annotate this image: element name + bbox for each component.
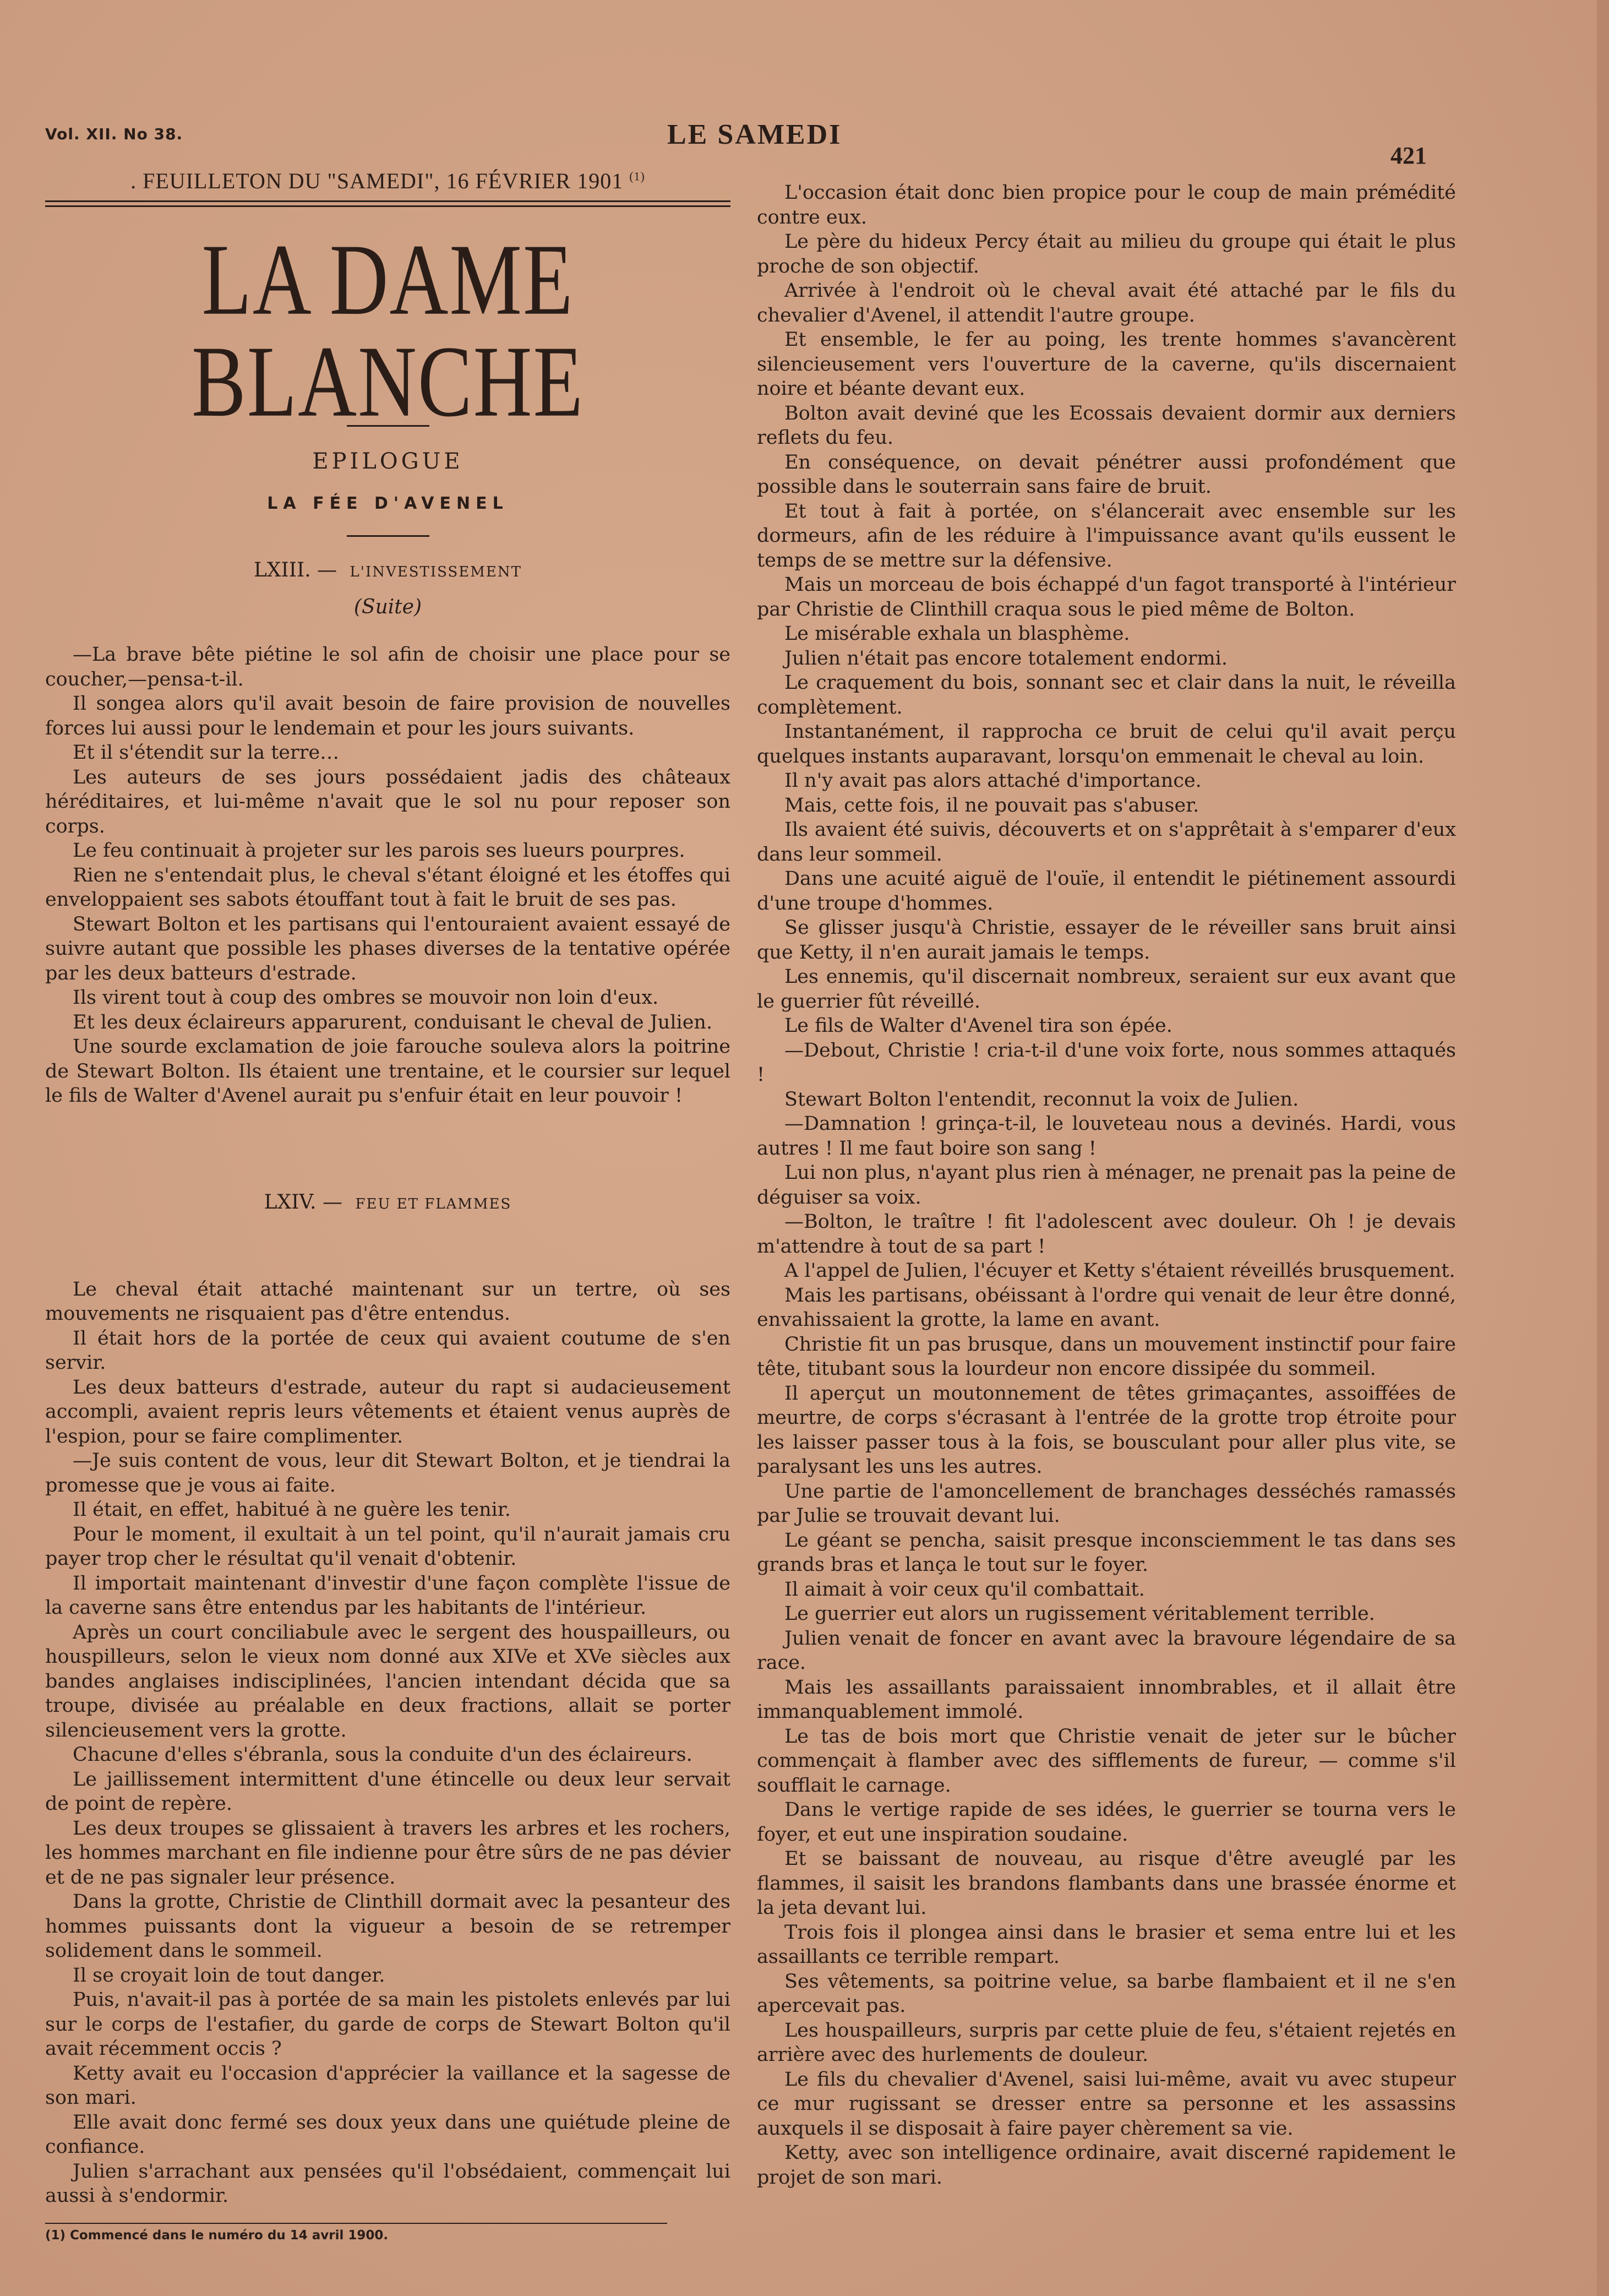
paragraph: —Je suis content de vous, leur dit Stewart Bolton, et je tiendrai la promesse que je vous ai faite. (45, 1450, 730, 1497)
paragraph: Et il s'étendit sur la terre… (73, 742, 340, 764)
chapter-heading-63 (45, 559, 730, 581)
chapter-63-text (45, 643, 730, 1108)
paragraph: Lui non plus, n'ayant plus rien à ménager, ne prenait pas la peine de déguiser sa voix. (757, 1162, 1456, 1209)
paragraph: Dans la grotte, Christie de Clinthill dormait avec la pesanteur des hommes puissants dont la vigueur a besoin de se retremper solidement dans le sommeil. (45, 1891, 730, 1962)
paragraph: Dans une acuité aiguë de l'ouïe, il entendit le piétinement assourdi d'une troupe d'hommes. (757, 868, 1456, 915)
volume-info: Vol. XII. No 38. (45, 125, 183, 143)
paragraph: Ils avaient été suivis, découverts et on s'apprêtait à s'emparer d'eux dans leur sommeil. (757, 819, 1456, 866)
paragraph: Il se croyait loin de tout danger. (73, 1964, 385, 1987)
divider (347, 535, 429, 537)
page-header (45, 118, 1432, 169)
chapter-number: LXIV. (264, 1190, 317, 1214)
chapter-64-text (45, 1277, 730, 2208)
paragraph: Une partie de l'amoncellement de branchages desséchés ramassés par Julie se trouvait devant lui. (757, 1480, 1456, 1527)
paragraph: —Bolton, le traître ! fit l'adolescent avec douleur. Oh ! je devais m'attendre à tout de sa part ! (757, 1211, 1456, 1258)
paragraph: Stewart Bolton l'entendit, reconnut la voix de Julien. (784, 1088, 1299, 1111)
paragraph: Il aimait à voir ceux qu'il combattait. (784, 1578, 1145, 1601)
paragraph: Les ennemis, qu'il discernait nombreux, seraient sur eux avant que le guerrier fût réveillé. (757, 966, 1456, 1013)
chapter-heading-64 (45, 1191, 730, 1214)
epilogue-heading: EPILOGUE (312, 449, 463, 474)
feuilleton-line (45, 168, 730, 202)
paragraph: Christie fit un pas brusque, dans un mouvement instinctif pour faire tête, titubant sous la lourdeur non encore dissipée du sommeil. (757, 1333, 1456, 1380)
paragraph: Et se baissant de nouveau, au risque d'être aveuglé par les flammes, il saisit les brandons flambants dans une brassée énorme et la jeta devant lui. (757, 1848, 1456, 1919)
paragraph: Chacune d'elles s'ébranla, sous la conduite d'un des éclaireurs. (73, 1744, 692, 1766)
paragraph: Les auteurs de ses jours possédaient jadis des châteaux héréditaires, et lui-même n'avait que le sol nu pour reposer son corps. (45, 766, 730, 837)
paragraph: Julien n'était pas encore totalement endormi. (784, 647, 1228, 670)
paragraph: Il aperçut un moutonnement de têtes grimaçantes, assoiffées de meurtre, de corps s'écrasant à l'entrée de la grotte trop étroite pour les laisser passer tous à la fois, se bousculant pour aller plus vite, se paralysant les uns les autres. (757, 1382, 1456, 1478)
paragraph: Le tas de bois mort que Christie venait de jeter sur le bûcher commençait à flamber avec des sifflements de fureur, — comme s'il soufflait le carnage. (757, 1725, 1456, 1797)
paragraph: Il songea alors qu'il avait besoin de faire provision de nouvelles forces lui aussi pour le lendemain et pour les jours suivants. (45, 693, 730, 739)
chapter-name: L'INVESTISSEMENT (350, 564, 522, 580)
chapter-name: FEU ET FLAMMES (355, 1195, 512, 1212)
paragraph: Pour le moment, il exultait à un tel point, qu'il n'aurait jamais cru payer trop cher le résultat qu'il venait d'obtenir. (45, 1523, 730, 1570)
paragraph: Il importait maintenant d'investir d'une façon complète l'issue de la caverne sans être entendus par les habitants de l'intérieur. (45, 1572, 730, 1619)
masthead: LE SAMEDI (667, 119, 842, 150)
paragraph: Instantanément, il rapprocha ce bruit de celui qu'il avait perçu quelques instants auparavant, lorsqu'on emmenait le cheval au loin. (757, 721, 1456, 768)
paragraph: Ses vêtements, sa poitrine velue, sa barbe flambaient et il ne s'en apercevait pas. (757, 1970, 1456, 2017)
page-edge (1597, 0, 1609, 2296)
paragraph: Mais les assaillants paraissaient innombrables, et il allait être immanquablement immolé. (757, 1676, 1456, 1723)
paragraph: Une sourde exclamation de joie farouche souleva alors la poitrine de Stewart Bolton. Ils étaient une trentaine, et le coursier sur lequel le fils de Walter d'Avenel aurait pu s'enfuir était en leur pouvoir ! (45, 1036, 730, 1107)
paragraph: Le père du hideux Percy était au milieu du groupe qui était le plus proche de son objectif. (757, 231, 1456, 278)
paragraph: Ketty avait eu l'occasion d'apprécier la vaillance et la sagesse de son mari. (45, 2062, 730, 2109)
paragraph: Les deux batteurs d'estrade, auteur du rapt si audacieusement accompli, avaient repris leurs vêtements et étaient venus auprès de l'espion, pour se faire complimenter. (45, 1376, 730, 1448)
paragraph: Puis, n'avait-il pas à portée de sa main les pistolets enlevés par lui sur le corps de l'estafier, du garde de corps de Stewart Bolton qu'il avait récemment occis ? (45, 1989, 730, 2060)
paragraph: Mais, cette fois, il ne pouvait pas s'abuser. (784, 794, 1199, 817)
paragraph: Elle avait donc fermé ses doux yeux dans une quiétude pleine de confiance. (45, 2111, 730, 2158)
footnote: (1) Commencé dans le numéro du 14 avril 1900. (45, 2228, 389, 2243)
paragraph: En conséquence, on devait pénétrer aussi profondément que possible dans le souterrain sans faire de bruit. (757, 451, 1456, 498)
paragraph: Le fils du chevalier d'Avenel, saisi lui-même, avait vu avec stupeur ce mur rugissant se dresser entre sa personne et les assassins auxquels il se disposait à faire payer chèrement sa vie. (757, 2068, 1456, 2140)
suite-label: (Suite) (353, 596, 422, 618)
paragraph: Le géant se pencha, saisit presque inconsciemment le tas dans ses grands bras et lança le tout sur le foyer. (757, 1529, 1456, 1576)
paragraph: Le misérable exhala un blasphème. (784, 623, 1130, 645)
paragraph: Le craquement du bois, sonnant sec et clair dans la nuit, le réveilla complètement. (757, 672, 1456, 719)
paragraph: Trois fois il plongea ainsi dans le brasier et sema entre lui et les assaillants ce terrible rempart. (757, 1921, 1456, 1968)
paragraph: Julien s'arrachant aux pensées qu'il l'obsédaient, commençait lui aussi à s'endormir. (45, 2160, 730, 2207)
paragraph: Rien ne s'entendait plus, le cheval s'étant éloigné et les étoffes qui enveloppaient ses sabots étouffant tout à fait le bruit de ses pas. (45, 864, 730, 911)
paragraph: Il était hors de la portée de ceux qui avaient coutume de s'en servir. (45, 1327, 730, 1374)
paragraph: Les houspailleurs, surpris par cette pluie de feu, s'étaient rejetés en arrière avec des hurlements de douleur. (757, 2019, 1456, 2066)
right-column (757, 181, 1456, 2190)
paragraph: Et tout à fait à portée, on s'élancerait avec ensemble sur les dormeurs, afin de les réduire à l'impuissance avant qu'ils eussent le temps de se mettre sur la défensive. (757, 500, 1456, 572)
paragraph: Ketty, avec son intelligence ordinaire, avait discerné rapidement le projet de son mari. (757, 2142, 1456, 2189)
paragraph: Bolton avait deviné que les Ecossais devaient dormir aux derniers reflets du feu. (757, 402, 1456, 449)
paragraph: Se glisser jusqu'à Christie, essayer de le réveiller sans bruit ainsi que Ketty, il n'en aurait jamais le temps. (757, 917, 1456, 964)
left-column (45, 168, 730, 2243)
paragraph: —La brave bête piétine le sol afin de choisir une place pour se coucher,—pensa-t-il. (45, 644, 730, 690)
right-column-text (757, 181, 1456, 2190)
part-subtitle: LA FÉE D'AVENEL (267, 494, 509, 513)
chapter-dash: — (316, 1190, 349, 1214)
paragraph: Arrivée à l'endroit où le cheval avait été attaché par le fils du chevalier d'Avenel, il attendit l'autre groupe. (757, 280, 1456, 327)
paragraph: L'occasion était donc bien propice pour le coup de main prémédité contre eux. (757, 182, 1456, 228)
feuilleton-text: . FEUILLETON DU "SAMEDI", 16 FÉVRIER 1901 (130, 168, 624, 193)
paragraph: Mais les partisans, obéissant à l'ordre qui venait de leur être donné, envahissaient la grotte, la lame en avant. (757, 1284, 1456, 1331)
footnote-marker: (1) (629, 169, 645, 183)
story-title: LA DAME BLANCHE (192, 224, 584, 438)
paragraph: Dans le vertige rapide de ses idées, le guerrier se tourna vers le foyer, et eut une inspiration soudaine. (757, 1799, 1456, 1846)
chapter-dash: — (310, 559, 343, 581)
paragraph: —Damnation ! grinça-t-il, le louveteau nous a devinés. Hardi, vous autres ! Il me faut boire son sang ! (757, 1113, 1456, 1160)
paragraph: Stewart Bolton et les partisans qui l'entouraient avaient essayé de suivre autant que possible les phases diverses de la tentative opérée par les deux batteurs d'estrade. (45, 913, 730, 984)
paragraph: Julien venait de foncer en avant avec la bravoure légendaire de sa race. (757, 1627, 1456, 1674)
paragraph: A l'appel de Julien, l'écuyer et Ketty s'étaient réveillés brusquement. (784, 1260, 1455, 1282)
double-rule (45, 202, 730, 207)
paragraph: Les deux troupes se glissaient à travers les arbres et les rochers, les hommes marchant en file indienne pour être sûrs de ne pas dévier et de ne pas signaler leur présence. (45, 1817, 730, 1889)
paragraph: Le jaillissement intermittent d'une étincelle ou deux leur servait de point de repère. (45, 1768, 730, 1815)
paragraph: —Debout, Christie ! cria-t-il d'une voix forte, nous sommes attaqués ! (757, 1039, 1456, 1086)
paragraph: Après un court conciliabule avec le sergent des houspailleurs, ou houspilleurs, selon le vieux nom donné aux XIVe et XVe siècles aux bandes anglaises indisciplinées, l'ancien intendant décida que sa troupe, divisée au préalable en deux fractions, allait se porter silencieusement vers la grotte. (45, 1621, 730, 1742)
paragraph: Et les deux éclaireurs apparurent, conduisant le cheval de Julien. (73, 1011, 713, 1033)
paragraph: Et ensemble, le fer au poing, les trente hommes s'avancèrent silencieusement vers l'ouverture de la caverne, qu'ils discernaient noire et béante devant eux. (757, 329, 1456, 400)
paragraph: Ils virent tout à coup des ombres se mouvoir non loin d'eux. (73, 987, 659, 1009)
footnote-rule (45, 2223, 667, 2224)
paragraph: Il était, en effet, habitué à ne guère les tenir. (73, 1499, 511, 1521)
paragraph: Le cheval était attaché maintenant sur un tertre, où ses mouvements ne risquaient pas d'être entendus. (45, 1278, 730, 1325)
paragraph: Le guerrier eut alors un rugissement véritablement terrible. (784, 1603, 1375, 1625)
paragraph: Le feu continuait à projeter sur les parois ses lueurs pourpres. (73, 840, 685, 862)
paragraph: Mais un morceau de bois échappé d'un fagot transporté à l'intérieur par Christie de Clinthill craqua sous le pied même de Bolton. (757, 574, 1456, 621)
chapter-number: LXIII. (254, 559, 311, 581)
page-number: 421 (1390, 142, 1427, 169)
paragraph: Le fils de Walter d'Avenel tira son épée. (784, 1015, 1172, 1037)
paragraph: Il n'y avait pas alors attaché d'importance. (784, 770, 1202, 792)
